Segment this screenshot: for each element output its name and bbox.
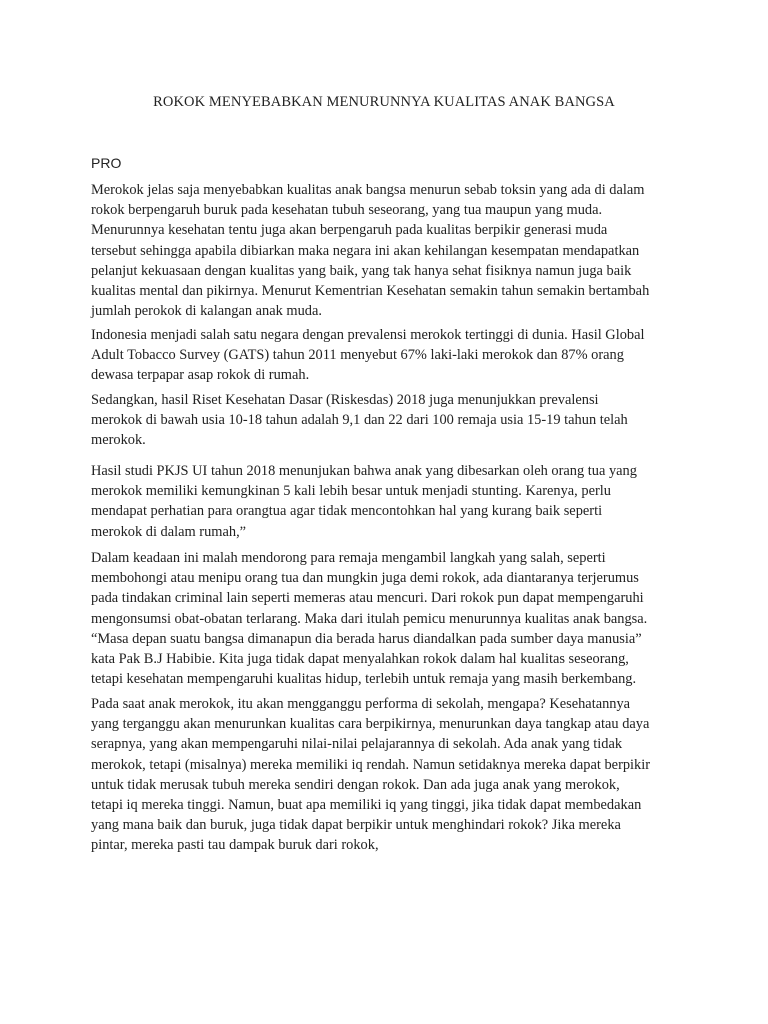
paragraph-5 bbox=[91, 548, 691, 689]
paragraph-line: yang mana baik dan buruk, juga tidak dapat berpikir untuk menghindari rokok? Jika mereka bbox=[91, 817, 621, 834]
paragraph-line: yang terganggu akan menurunkan kualitas cara berpikirnya, menurunkan daya tangkap atau daya bbox=[91, 716, 650, 733]
paragraph-line: merokok, tetapi (misalnya) mereka memiliki iq rendah. Namun setidaknya mereka dapat berpikir bbox=[91, 756, 651, 773]
paragraph-1 bbox=[91, 180, 691, 321]
paragraph-line: merokok memiliki kemungkinan 5 kali lebih besar untuk menjadi stunting. Karenya, perlu bbox=[91, 483, 611, 500]
paragraph-2 bbox=[91, 325, 691, 386]
paragraph-line: dewasa terpapar asap rokok di rumah. bbox=[91, 367, 310, 384]
paragraph-line: Sedangkan, hasil Riset Kesehatan Dasar (Riskesdas) 2018 juga menunjukkan prevalensi bbox=[91, 392, 599, 408]
paragraph-line: Indonesia menjadi salah satu negara dengan prevalensi merokok tertinggi di dunia. Hasil Global bbox=[91, 327, 645, 343]
paragraph-line: Dalam keadaan ini malah mendorong para remaja mengambil langkah yang salah, seperti bbox=[91, 550, 606, 566]
paragraph-line: tetapi iq mereka tinggi. Namun, buat apa memiliki iq yang tinggi, jika tidak dapat membedakan bbox=[91, 796, 642, 813]
paragraph-line: Adult Tobacco Survey (GATS) tahun 2011 menyebut 67% laki-laki merokok dan 87% orang bbox=[91, 347, 624, 364]
paragraph-line: untuk tidak merusak tubuh mereka sendiri dengan rokok. Dan ada juga anak yang merokok, bbox=[91, 776, 620, 793]
paragraph-6 bbox=[91, 694, 691, 856]
paragraph-line: Merokok jelas saja menyebabkan kualitas anak bangsa menurun sebab toksin yang ada di dalam bbox=[91, 182, 645, 198]
paragraph-line: membohongi atau menipu orang tua dan mungkin juga demi rokok, ada diantaranya terjerumus bbox=[91, 570, 639, 587]
document-title: ROKOK MENYEBABKAN MENURUNNYA KUALITAS ANAK BANGSA bbox=[153, 94, 615, 110]
paragraph-line: mendapat perhatian para orangtua agar tidak mencontohkan hal yang kurang baik seperti bbox=[91, 503, 603, 520]
paragraph-line: merokok di bawah usia 10-18 tahun adalah 9,1 dan 22 dari 100 remaja usia 15-19 tahun telah bbox=[91, 412, 628, 429]
paragraph-line: Menurunnya kesehatan tentu juga akan berpengaruh pada kualitas berpikir generasi muda bbox=[91, 222, 608, 239]
paragraph-3 bbox=[91, 390, 691, 451]
section-label-pro: PRO bbox=[91, 155, 122, 171]
paragraph-line: pintar, mereka pasti tau dampak buruk dari rokok, bbox=[91, 837, 379, 854]
paragraph-line: merokok. bbox=[91, 432, 146, 449]
paragraph-line: pelanjut kekuasaan dengan kualitas yang baik, yang tak hanya sehat fisiknya namun juga baik bbox=[91, 262, 632, 279]
paragraph-line: kualitas mental dan pikirnya. Menurut Kementrian Kesehatan semakin tahun semakin bertambah bbox=[91, 282, 650, 299]
paragraph-line: serapnya, yang akan mempengaruhi nilai-nilai pelajarannya di sekolah. Ada anak yang tidak bbox=[91, 736, 623, 753]
paragraph-line: tersebut sehingga apabila dibiarkan maka negara ini akan kehilangan kesempatan mendapatkan bbox=[91, 242, 640, 259]
paragraph-line: Hasil studi PKJS UI tahun 2018 menunjukan bahwa anak yang dibesarkan oleh orang tua yang bbox=[91, 463, 637, 479]
paragraph-line: Pada saat anak merokok, itu akan mengganggu performa di sekolah, mengapa? Kesehatannya bbox=[91, 696, 631, 712]
paragraph-line: jumlah perokok di kalangan anak muda. bbox=[91, 303, 322, 320]
paragraph-line: pada tindakan criminal lain seperti memeras atau mencuri. Dari rokok pun dapat mempengaruhi bbox=[91, 590, 644, 607]
paragraph-line: merokok di dalam rumah,” bbox=[91, 523, 247, 540]
paragraph-line: mengonsumsi obat-obatan terlarang. Maka dari itulah pemicu menurunnya kualitas anak bangsa. bbox=[91, 610, 648, 627]
paragraph-line: rokok berpengaruh buruk pada kesehatan tubuh seseorang, yang tua maupun yang muda. bbox=[91, 202, 603, 219]
paragraph-line: “Masa depan suatu bangsa dimanapun dia berada harus diandalkan pada sumber daya manusia” bbox=[91, 630, 642, 647]
paragraph-4 bbox=[91, 461, 691, 542]
paragraph-line: kata Pak B.J Habibie. Kita juga tidak dapat menyalahkan rokok dalam hal kualitas seseorang, bbox=[91, 650, 629, 667]
paragraph-line: tetapi kesehatan mempengaruhi kualitas hidup, terlebih untuk remaja yang masih berkembang. bbox=[91, 671, 637, 688]
